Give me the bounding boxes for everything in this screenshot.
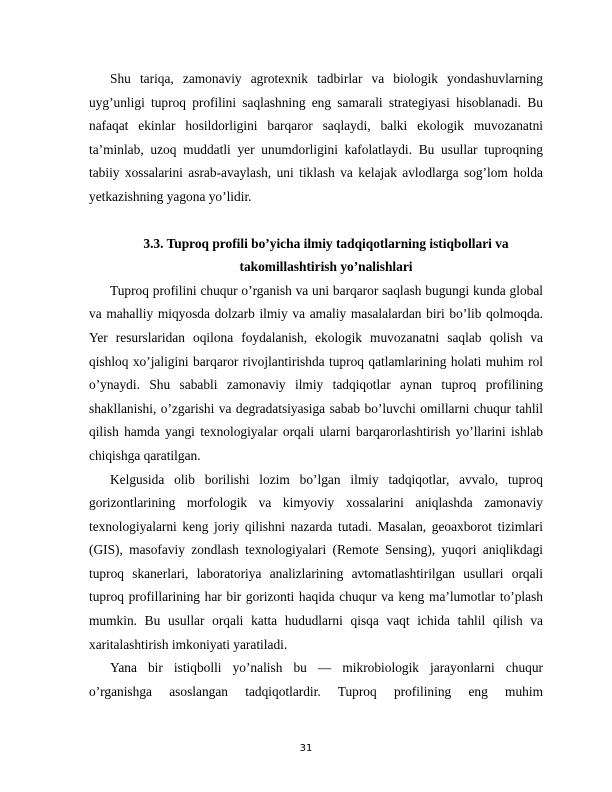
- paragraph-spacer: [89, 209, 543, 232]
- section-heading: [89, 232, 543, 279]
- body-paragraph-3: Yana bir istiqbolli yo’nalish bu — mikrobiologik jarayonlarni chuqur o’rganishga asoslangan tadqiqotlardir. Tuproq profilining eng muhim: [89, 660, 543, 699]
- section-heading-line-1: 3.3. Tuproq profili bo’yicha ilmiy tadqiqotlarning istiqbollari va: [143, 235, 509, 251]
- body-paragraph-2: Kelgusida olib borilishi lozim bo’lgan ilmiy tadqiqotlar, avvalo, tuproq gorizontlarining morfologik va kimyoviy xossalarini aniqlashda zamonaviy texnologiyalarni keng joriy qilishni nazarda tutadi. Masalan, geoaxborot tizimlari (GIS), masofaviy zondlash texnologiyalari (Remote Sensing), yuqori aniqlikdagi tuproq skanerlari, laboratoriya analizlarining avtomatlashtirilgan usullari orqali tuproq profillarining har bir gorizonti haqida chuqur va keng ma’lumotlar to’plash mumkin. Bu usullar orqali katta hududlarni qisqa vaqt ichida tahlil qilish va xaritalashtirish imkoniyati yaratiladi.: [89, 471, 543, 652]
- body-paragraph-1: Tuproq profilini chuqur o’rganish va uni barqaror saqlash bugungi kunda global va mahalliy miqyosda dolzarb ilmiy va amaliy masalalardan biri bo’lib qolmoqda. Yer resurslaridan oqilona foydalanish, ekologik muvozanatni saqlab qolish va qishloq xo’jaligini barqaror rivojlantirishda tuproq qatlamlarining holati muhim rol o’ynaydi. Shu sababli zamonaviy ilmiy tadqiqotlar aynan tuproq profilining shakllanishi, o’zgarishi va degradatsiyasiga sabab bo’luvchi omillarni chuqur tahlil qilish hamda yangi texnologiyalar orqali ularni barqarorlashtirish yo’llarini ishlab chiqishga qaratilgan.: [89, 282, 543, 463]
- section-heading-line-2: takomillashtirish yo’nalishlari: [239, 259, 413, 275]
- intro-paragraph: Shu tariqa, zamonaviy agrotexnik tadbirlar va biologik yondashuvlarning uyg’unligi tuproq profilini saqlashning eng samarali strategiyasi hisoblanadi. Bu nafaqat ekinlar hosildorligini barqaror saqlaydi, balki ekologik muvozanatni ta’minlab, uzoq muddatli yer unumdorligini kafolatlaydi. Bu usullar tuproqning tabiiy xossalarini asrab-avaylash, uni tiklash va kelajak avlodlarga sog’lom holda yetkazishning yagona yo’lidir.: [89, 71, 543, 204]
- page-body: [89, 67, 543, 703]
- page-number: 31: [299, 743, 313, 754]
